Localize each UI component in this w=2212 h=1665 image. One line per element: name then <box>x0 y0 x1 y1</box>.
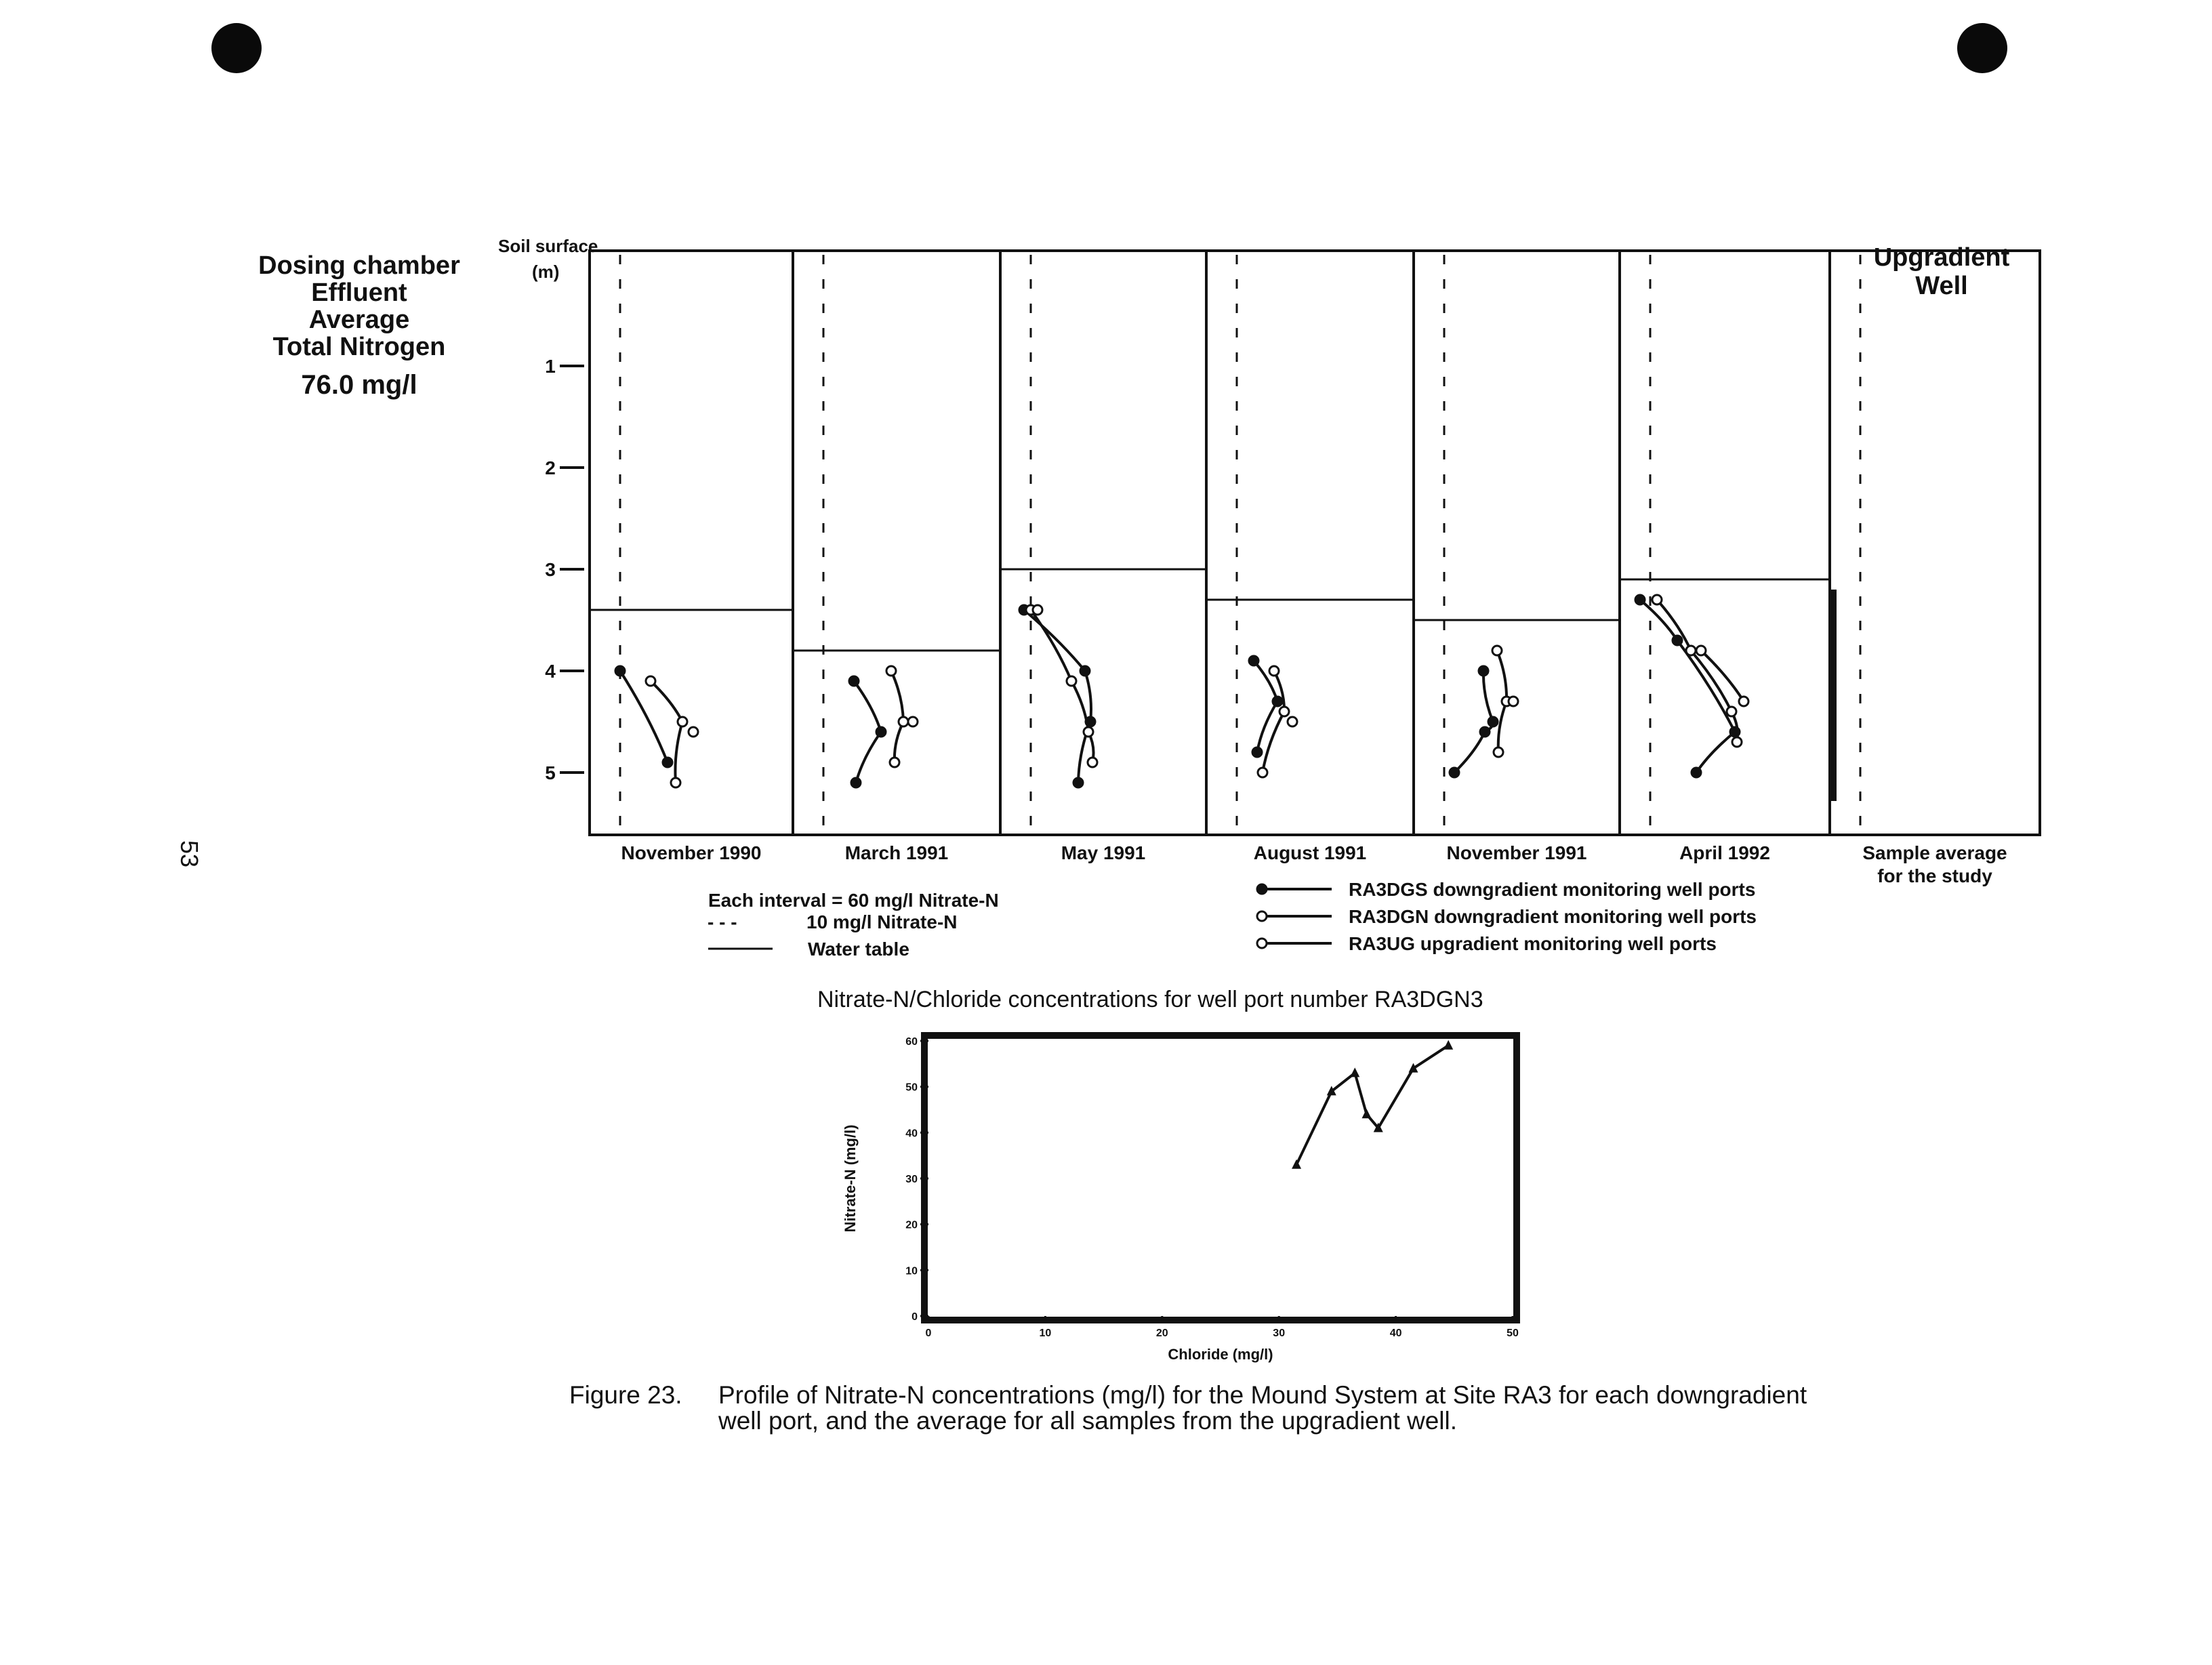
profile-panel <box>1830 243 2040 886</box>
profile-panel <box>793 251 1000 863</box>
panel-label: March 1991 <box>844 842 949 863</box>
profile-point <box>1494 747 1503 757</box>
data-point <box>1350 1067 1359 1077</box>
profile-point <box>689 727 698 737</box>
profile-point <box>890 758 899 767</box>
profile-series-line <box>1640 600 1735 773</box>
profile-series-line <box>620 671 668 762</box>
legend-interval: Each interval = 60 mg/l Nitrate-N <box>708 890 999 911</box>
profile-point <box>1739 697 1748 706</box>
profile-point <box>1073 778 1083 787</box>
x-tick-label: 40 <box>1389 1328 1402 1339</box>
profile-point <box>1696 646 1706 655</box>
data-point <box>1443 1040 1453 1050</box>
legend-water-table: Water table <box>808 939 909 960</box>
legend-series-label: RA3DGS downgradient monitoring well ports <box>1349 879 1756 900</box>
profile-point <box>671 778 680 787</box>
profile-point <box>1252 747 1262 757</box>
profile-point <box>1488 717 1498 726</box>
y-tick-label: 5 <box>545 762 556 783</box>
series-line <box>1296 1046 1448 1165</box>
x-axis-label: Chloride (mg/l) <box>1168 1346 1273 1363</box>
profile-point <box>1033 605 1042 615</box>
legend-dash-symbol: - - - <box>708 911 737 932</box>
y-axis-label: Nitrate-N (mg/l) <box>842 1124 859 1233</box>
panel-title: Well <box>1915 272 1968 300</box>
panel-label: November 1990 <box>621 842 762 863</box>
profile-point <box>1635 595 1645 604</box>
effluent-value: 76.0 mg/l <box>301 370 417 400</box>
profile-point <box>851 778 861 787</box>
profile-point <box>1479 666 1488 676</box>
profile-point <box>1249 656 1258 665</box>
x-tick-label: 20 <box>1155 1328 1168 1339</box>
profile-point <box>1732 737 1742 747</box>
profile-point <box>1080 666 1090 676</box>
y-tick-label: 2 <box>545 457 556 478</box>
x-tick-label: 30 <box>1273 1328 1286 1339</box>
profile-point <box>663 758 672 767</box>
profile-point <box>1480 727 1490 737</box>
profile-point <box>1258 768 1267 777</box>
y-tick-label: 3 <box>545 559 556 580</box>
legend-series-label: RA3UG upgradient monitoring well ports <box>1349 933 1717 954</box>
profile-panel <box>590 251 793 863</box>
profile-point <box>1273 697 1282 706</box>
x-tick-label: 50 <box>1507 1328 1519 1339</box>
profile-point <box>849 676 859 686</box>
profile-point <box>1652 595 1662 604</box>
panel-label: November 1991 <box>1446 842 1587 863</box>
data-point <box>1362 1109 1372 1118</box>
y-tick-label: 10 <box>905 1265 918 1277</box>
profile-point <box>1279 707 1289 716</box>
y-tick-label: 4 <box>545 661 556 682</box>
profile-point <box>1067 676 1076 686</box>
profile-point <box>1084 727 1093 737</box>
profile-point <box>876 727 886 737</box>
nitrate-chloride-chart <box>0 1003 2212 1369</box>
profile-point <box>1692 768 1701 777</box>
panel-label: April 1992 <box>1679 842 1770 863</box>
profile-panel <box>1414 251 1620 863</box>
profile-point <box>899 717 908 726</box>
figure-caption <box>569 1382 1857 1434</box>
profile-point <box>908 717 918 726</box>
legend-dash-label: 10 mg/l Nitrate-N <box>806 911 958 932</box>
effluent-line: Dosing chamber <box>258 251 460 280</box>
panel-label: August 1991 <box>1253 842 1367 863</box>
y-tick-label: 50 <box>905 1082 918 1094</box>
legend-marker <box>1257 911 1267 921</box>
panel-title: Upgradient <box>1873 243 2010 272</box>
profile-series-line <box>1024 610 1091 783</box>
effluent-line: Effluent <box>311 279 407 307</box>
profile-point <box>1509 697 1518 706</box>
scatter-title: Nitrate-N/Chloride concentrations for well port number RA3DGN3 <box>817 987 1483 1012</box>
y-axis-unit: (m) <box>532 262 560 282</box>
profile-point <box>1269 666 1279 676</box>
x-tick-label: 0 <box>925 1328 932 1339</box>
page-number: 53 <box>176 840 203 868</box>
y-tick-label: 30 <box>905 1174 918 1185</box>
y-tick-label: 20 <box>905 1219 918 1231</box>
y-axis-label: Soil surface <box>498 236 598 256</box>
effluent-line: Total Nitrogen <box>272 333 446 361</box>
legend-series-label: RA3DGN downgradient monitoring well ports <box>1349 906 1757 927</box>
profile-point <box>646 676 655 686</box>
profile-point <box>1288 717 1297 726</box>
profile-point <box>678 717 687 726</box>
profile-panel <box>1620 251 1830 863</box>
profile-point <box>1492 646 1502 655</box>
profile-point <box>615 666 625 676</box>
y-tick-label: 40 <box>905 1128 918 1140</box>
profile-panel <box>1000 251 1206 863</box>
y-tick-label: 60 <box>905 1036 918 1048</box>
panel-label: May 1991 <box>1061 842 1146 863</box>
panel-label: for the study <box>1877 865 1992 886</box>
legend-marker <box>1257 884 1267 894</box>
profile-panel <box>1206 251 1414 863</box>
y-tick-label: 1 <box>545 356 556 377</box>
y-tick-label: 0 <box>912 1311 918 1323</box>
profile-point <box>1686 646 1696 655</box>
profile-point <box>1088 758 1097 767</box>
panel-label: Sample average <box>1862 842 2007 863</box>
profile-point <box>886 666 896 676</box>
legend-marker <box>1257 939 1267 948</box>
profile-point <box>1673 636 1682 645</box>
chart-frame <box>924 1035 1517 1320</box>
effluent-line: Average <box>308 306 410 334</box>
x-tick-label: 10 <box>1039 1328 1052 1339</box>
profile-point <box>1727 707 1736 716</box>
caption-label: Figure 23. <box>569 1381 682 1409</box>
profile-point <box>1450 768 1459 777</box>
caption-text: Profile of Nitrate-N concentrations (mg/l) for the Mound System at Site RA3 for each downgradient well port, and the average for all samples from the upgradient well. <box>718 1381 1807 1435</box>
